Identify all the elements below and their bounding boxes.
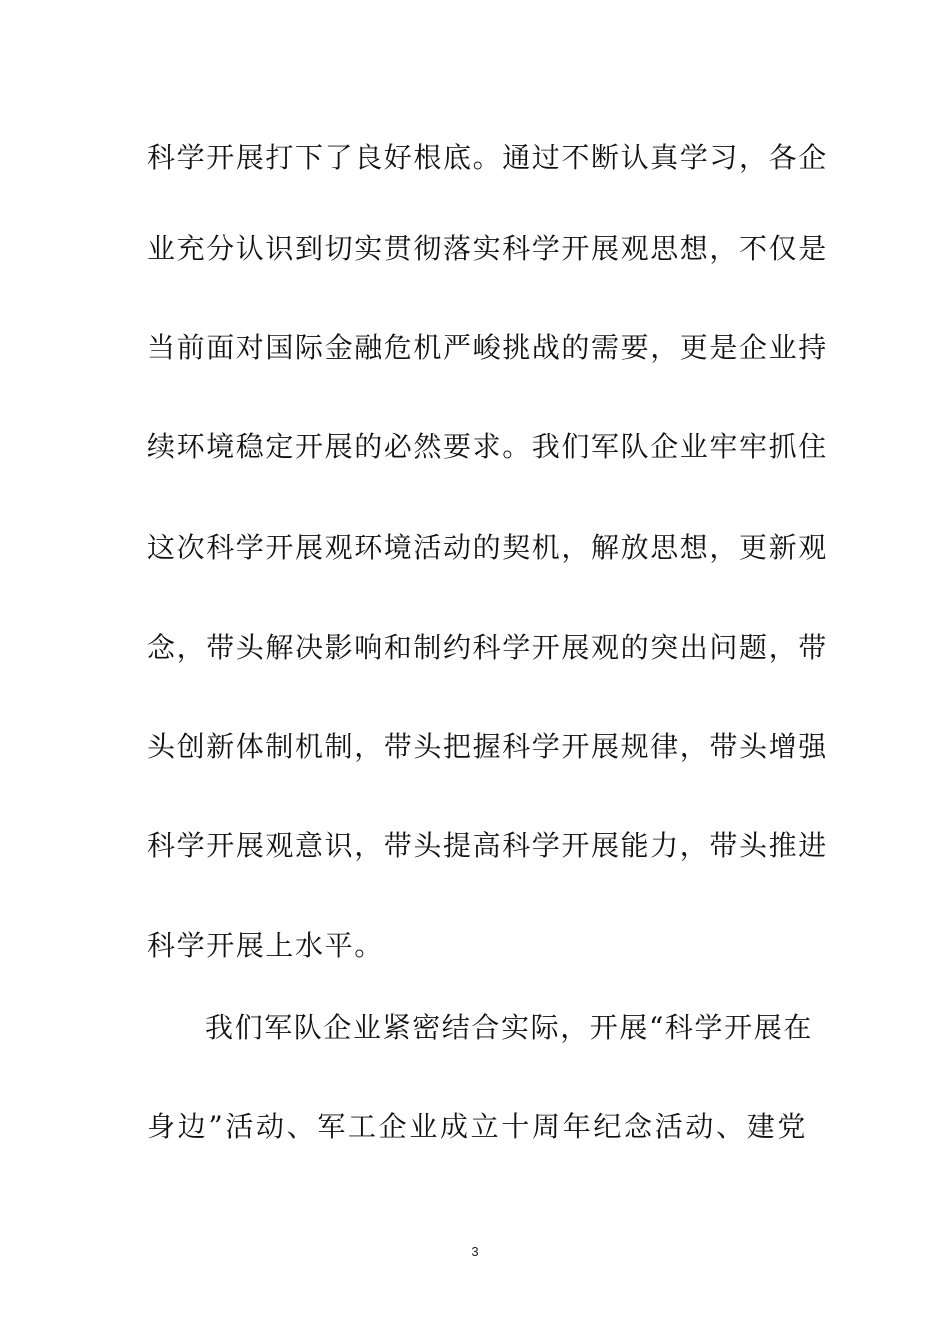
- text-line-10: 我们军队企业紧密结合实际，开展“科学开展在: [205, 1011, 813, 1044]
- text-line-4: 续环境稳定开展的必然要求。我们军队企业牢牢抓住: [147, 430, 828, 463]
- text-line-2: 业充分认识到切实贯彻落实科学开展观思想，不仅是: [147, 232, 828, 265]
- text-line-11: 身边”活动、军工企业成立十周年纪念活动、建党: [147, 1110, 807, 1143]
- text-line-1: 科学开展打下了良好根底。通过不断认真学习，各企: [147, 141, 828, 174]
- text-line-3: 当前面对国际金融危机严峻挑战的需要，更是企业持: [147, 331, 828, 364]
- text-line-7: 头创新体制机制，带头把握科学开展规律，带头增强: [147, 730, 828, 763]
- text-line-9: 科学开展上水平。: [147, 929, 384, 962]
- page-number: 3: [471, 1244, 479, 1259]
- text-line-8: 科学开展观意识，带头提高科学开展能力，带头推进: [147, 829, 828, 862]
- text-line-6: 念，带头解决影响和制约科学开展观的突出问题，带: [147, 631, 828, 664]
- text-line-5: 这次科学开展观环境活动的契机，解放思想，更新观: [147, 531, 828, 564]
